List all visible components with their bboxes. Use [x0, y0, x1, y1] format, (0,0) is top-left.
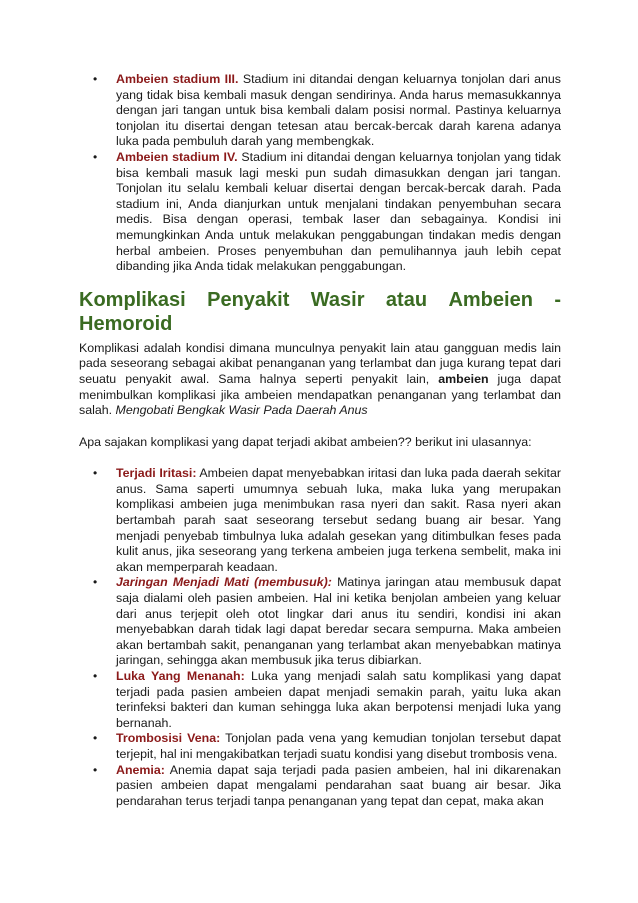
bullet-icon: • — [93, 466, 98, 481]
stage-term: Ambeien stadium IV. — [116, 149, 238, 164]
complication-text: Tonjolan pada vena yang kemudian tonjolan tersebut dapat terjepit, hal ini mengakibatkan terjadi suatu kondisi yang disebut trombosis vena. — [116, 731, 561, 761]
heading-word: Wasir — [310, 288, 365, 311]
complication-list — [79, 466, 561, 809]
list-item-complication — [79, 731, 561, 762]
stage-list — [79, 72, 561, 275]
intro-text-cont: juga dapat menimbulkan komplikasi jika ambeien mendapatkan penanganan yang terlambat dan salah. — [79, 371, 561, 418]
section-heading-line-1 — [79, 288, 561, 312]
complication-text: Anemia dapat saja terjadi pada pasien ambeien, hal ini dikarenakan pasien ambeien dapat mengalami pendarahan saat buang air besar. Jika pendarahan terus terjadi tanpa penanganan yang tepat dan cepat, maka akan — [116, 762, 561, 808]
heading-word: Komplikasi — [79, 288, 186, 311]
question-paragraph: Apa sajakan komplikasi yang dapat terjadi akibat ambeien?? berikut ini ulasannya: — [79, 434, 532, 449]
bullet-icon: • — [93, 731, 98, 746]
complication-term: Anemia: — [116, 762, 165, 777]
heading-word: - — [554, 288, 561, 311]
intro-paragraph — [79, 341, 561, 419]
intro-italic-link: Mengobati Bengkak Wasir Pada Daerah Anus — [115, 403, 368, 418]
document-page — [79, 72, 561, 809]
heading-word: Penyakit — [207, 288, 290, 311]
heading-word: atau — [385, 288, 428, 311]
list-item-complication — [79, 466, 561, 575]
bullet-icon: • — [93, 72, 98, 86]
complication-text: Ambeien dapat menyebabkan iritasi dan luka pada daerah sekitar anus. Sama saperti umumnya sebuah luka, maka luka yang merupakan komplikasi ambeien juga menimbukan rasa nyeri dan sakit. Rasa nyeri akan bertambah parah saat seseorang tersebut sedang buang air besar. Yang menjadi penyebab timbulnya luka adalah gesekan yang ditimbulkan feses pada kulit anus, jika seseorang yang terkena ambeien juga terkena sembelit, maka ini akan memperparah keadaan. — [116, 466, 561, 574]
bullet-icon: • — [93, 669, 98, 683]
intro-text: Komplikasi adalah kondisi dimana munculnya penyakit lain atau gangguan medis lain pada seseorang sebagai akibat penanganan yang terlambat dan juga kurang tepat dari seuatu penyakit awal. Sama halnya seperti penyakit lain, — [79, 340, 561, 386]
heading-word: Ambeien — [448, 288, 533, 311]
bullet-icon: • — [93, 149, 98, 164]
complication-term: Trombosisi Vena: — [116, 731, 221, 746]
complication-term: Luka Yang Menanah: — [116, 669, 245, 683]
list-item-stage-4 — [79, 150, 561, 275]
list-item-complication — [79, 669, 561, 731]
list-item-complication — [79, 575, 561, 669]
bullet-icon: • — [93, 575, 98, 590]
section-heading-line-2: Hemoroid — [79, 312, 173, 335]
section-heading — [79, 288, 561, 336]
stage-text: Stadium ini ditandai dengan keluarnya tonjolan dari anus yang tidak bisa kembali masuk dengan sendirinya. Anda harus memasukkannya dengan jari tangan untuk bisa kembali dalam posisi normal. Pastinya keluarnya tonjolan itu disertai dengan tetesan atau bercak-bercak darah karena adanya luka pada pembuluh darah yang membengkak. — [116, 72, 561, 149]
complication-term: Terjadi Iritasi: — [116, 466, 197, 481]
complication-text: Matinya jaringan atau membusuk dapat saja dialami oleh pasien ambeien. Hal ini ketika benjolan ambeien yang keluar dari anus terjepit oleh otot lingkar dari anus itu sendiri, kondisi ini akan menyebabkan darah tidak lagi dapat beredar secara sempurna. Maka ambeien akan bertambah sakit, penanganan yang terlambat akan menyebabkan matinya jaringan, sehingga akan membusuk jika terus dibiarkan. — [116, 575, 562, 668]
bullet-icon: • — [93, 762, 98, 777]
stage-term: Ambeien stadium III. — [116, 72, 239, 86]
complication-text: Luka yang menjadi salah satu komplikasi yang dapat terjadi pada pasien ambeien dapat menjadi semakin parah, yaitu luka akan terinfeksi bakteri dan kuman sehingga luka akan berpotensi menjadi luka yang bernanah. — [116, 669, 561, 730]
intro-bold-term: ambeien — [438, 371, 489, 386]
stage-text: Stadium ini ditandai dengan keluarnya tonjolan yang tidak bisa kembali masuk lagi meski pun sudah dimasukkan dengan jari tangan. Tonjolan itu selalu kembali keluar disertai dengan bercak-bercak darah. Pada stadium ini, Anda dianjurkan untuk menjalani tindakan penyembuhan secara medis. Bisa dengan operasi, tembak laser dan sebagainya. Kondisi ini memungkinkan Anda untuk melakukan penggabungan tindakan medis dengan herbal ambeien. Proses penyembuhan dan pemulihannya jauh lebih cepat dibanding jika Anda tidak melakukan penggabungan. — [116, 149, 562, 274]
complication-term: Jaringan Menjadi Mati (membusuk): — [116, 575, 332, 590]
list-item-complication — [79, 763, 561, 810]
list-item-stage-3 — [79, 72, 561, 150]
